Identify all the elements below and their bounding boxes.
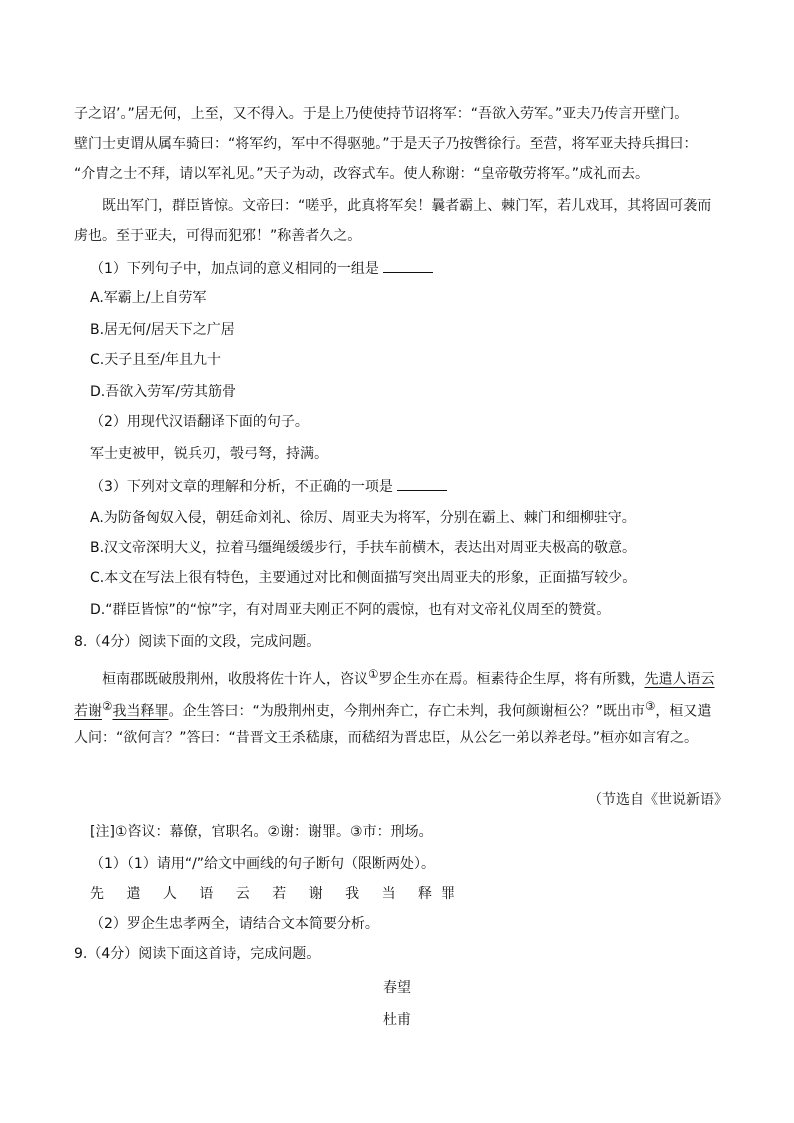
q9-header: 9.（4分）阅读下面这首诗，完成问题。 bbox=[74, 946, 321, 962]
q7-sentence: 军士吏被甲，锐兵刃，彀弓弩，持满。 bbox=[90, 446, 328, 462]
annotation-notes: [注]①咨议：幕僚，官职名。②谢：谢罪。③市：刑场。 bbox=[90, 824, 433, 840]
passage-line-3: “介胄之士不拜，请以军礼见。”天子为动，改容式车。使人称谢：“皇帝敬劳将军。”成礼而去。 bbox=[74, 166, 650, 182]
q7-sub3-option-a: A.为防备匈奴入侵，朝廷命刘礼、徐厉、周亚夫为将军，分别在霸上、棘门和细柳驻守。 bbox=[90, 510, 636, 526]
passage-line-1: 子之诏’。”居无何，上至，又不得入。于是上乃使使持节诏将军：“吾欲入劳军。”亚夫乃传言开壁门。 bbox=[74, 106, 689, 122]
q7-sub3 bbox=[90, 476, 447, 497]
q7-sub1 bbox=[90, 258, 433, 279]
q8-sub2: （2）罗企生忠孝两全，请结合文本简要分析。 bbox=[90, 916, 379, 932]
q7-sub1-text: （1）下列句子中，加点词的意义相同的一组是 bbox=[90, 261, 379, 277]
answer-blank-2[interactable] bbox=[397, 476, 447, 491]
q8-p2-b: 。企生答曰：“为殷荆州吏，今荆州奔亡，存亡未判，我何颜谢桓公？”既出市 bbox=[168, 703, 645, 720]
q7-option-c: C.天子且至/年且九十 bbox=[90, 352, 221, 368]
q8-passage-line-1 bbox=[102, 664, 714, 690]
q7-option-b: B.居无何/居天下之广居 bbox=[90, 322, 235, 338]
passage-line-4: 既出军门，群臣皆惊。文帝曰：“嗟乎，此真将军矣！曩者霸上、棘门军，若儿戏耳，其将固可袭而 bbox=[102, 198, 712, 214]
q7-sub3-option-b: B.汉文帝深明大义，拉着马缰绳缓缓步行，手扶车前横木，表达出对周亚夫极高的敬意。 bbox=[90, 540, 637, 556]
note-2-mark: ② bbox=[102, 699, 113, 713]
q7-sub3-option-c: C.本文在写法上很有特色，主要通过对比和侧面描写突出周亚夫的形象，正面描写较少。 bbox=[90, 570, 637, 586]
sentence-characters: 先 遣 人 语 云 若 谢 我 当 释罪 bbox=[90, 886, 465, 902]
q7-sub3-option-d: D.“群臣皆惊”的“惊”字，有对周亚夫刚正不阿的震惊，也有对文帝礼仪周至的赞赏。 bbox=[90, 602, 611, 618]
q8-passage-line-2 bbox=[74, 696, 711, 722]
q7-option-a: A.军霸上/上自劳军 bbox=[90, 290, 207, 306]
underlined-sentence-part-3: 我当释罪 bbox=[112, 703, 169, 720]
passage-line-2: 壁门士吏谓从属车骑曰：“将军约，军中不得驱驰。”于是天子乃按辔徐行。至营，将军亚夫持兵揖曰： bbox=[74, 136, 698, 152]
poem-author: 杜甫 bbox=[383, 1012, 411, 1028]
underlined-sentence-part-1: 先遣人语云 bbox=[644, 671, 715, 688]
note-3-mark: ③ bbox=[644, 699, 656, 713]
q8-p1-a: 桓南郡既破殷荆州，收殷将佐十许人，咨议 bbox=[102, 671, 368, 688]
q7-option-d: D.吾欲入劳军/劳其筋骨 bbox=[90, 384, 236, 400]
passage-line-5: 虏也。至于亚夫，可得而犯邪！”称善者久之。 bbox=[74, 228, 362, 244]
source-citation: （节选自《世说新语》 bbox=[588, 792, 728, 808]
q8-p2-c: ，桓又遣 bbox=[655, 703, 712, 720]
note-1-mark: ① bbox=[368, 667, 379, 681]
q7-sub3-text: （3）下列对文章的理解和分析，不正确的一项是 bbox=[90, 479, 393, 495]
q8-header: 8.（4分）阅读下面的文段，完成问题。 bbox=[74, 634, 321, 650]
poem-title: 春望 bbox=[383, 980, 411, 996]
q8-sub1: （1）（1）请用“/”给文中画线的句子断句（限断两处）。 bbox=[90, 856, 436, 872]
answer-blank-1[interactable] bbox=[383, 258, 433, 273]
q8-p1-b: 罗企生亦在焉。桓素待企生厚，将有所戮， bbox=[378, 671, 645, 688]
underlined-sentence-part-2: 若谢 bbox=[74, 703, 102, 720]
q8-passage-line-3: 人问：“欲何言？”答曰：“昔晋文王杀嵇康，而嵇绍为晋忠臣，从公乞一弟以养老母。”桓亦如言宥之。 bbox=[74, 730, 699, 746]
q7-sub2: （2）用现代汉语翻译下面的句子。 bbox=[90, 414, 309, 430]
